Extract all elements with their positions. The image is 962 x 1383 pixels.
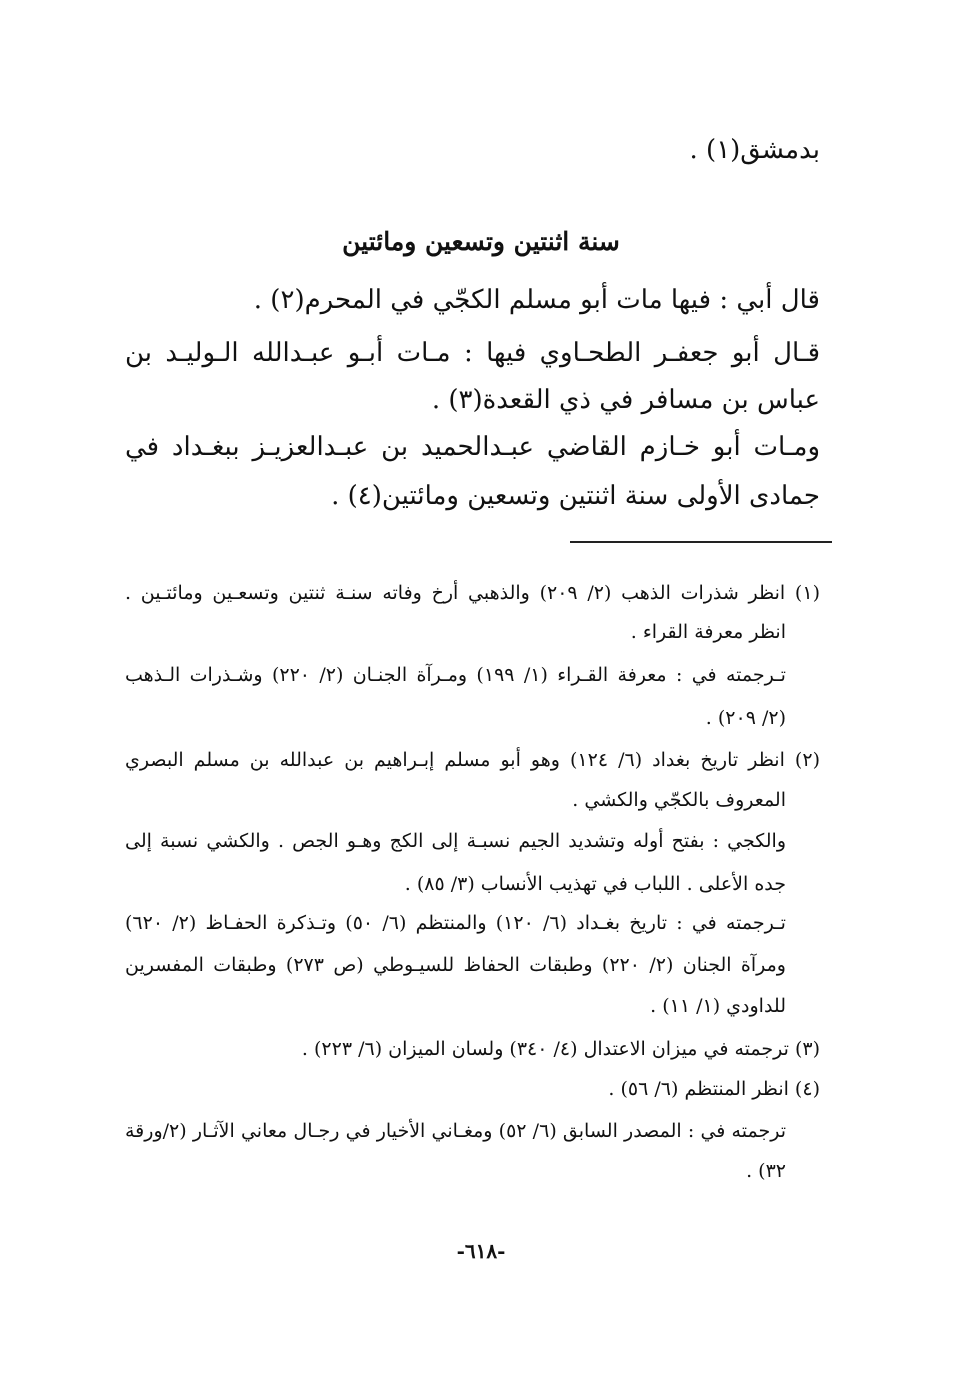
paragraph-2-line-1: قـال أبو جعفـر الطحـاوي فيها : مـات أبـو عبـدالله الـوليـد بن bbox=[125, 338, 820, 368]
footnote-4-line-2: ترجمته في : المصدر السابق (٦/ ٥٢) ومغـاني الأخيار في رجـال معاني الآثـار (٢/ورقة bbox=[125, 1120, 786, 1142]
footnote-2-line-3: والكجي : بفتح أوله وتشديد الجيم نسبـة إلى الكج وهـو الجص . والكشي نسبة إلى bbox=[125, 830, 786, 852]
footnote-2-line-4: جده الأعلى . اللباب في تهذيب الأنساب (٣/ ٨٥) . bbox=[404, 873, 786, 895]
footnote-4-line-3: ٣٢) . bbox=[746, 1160, 786, 1182]
paragraph-2-line-2: عباس بن مسافر في ذي القعدة(٣) . bbox=[431, 385, 820, 415]
footnote-1-line-1: (١) انظر شذرات الذهب (٢/ ٢٠٩) والذهبي أرخ وفاته سنـة ثنتين وتسعـين ومائتـين . bbox=[125, 582, 820, 604]
footnote-2-line-1: (٢) انظر تاريخ بغداد (٦/ ١٢٤) وهو أبو مسلم إبـراهيم بن عبدالله بن مسلم البصري bbox=[125, 749, 820, 771]
footnote-separator bbox=[570, 541, 832, 543]
footnote-2-line-6: ومرآة الجنان (٢/ ٢٢٠) وطبقات الحفاظ للسيـوطي (ص ٢٧٣) وطبقات المفسرين bbox=[125, 954, 786, 976]
section-heading: سنة اثنتين وتسعين ومائتين bbox=[342, 227, 620, 256]
footnote-4-line-1: (٤) انظر المنتظم (٦/ ٥٦) . bbox=[608, 1078, 820, 1100]
paragraph-3-line-2: جمادى الأولى سنة اثنتين وتسعين ومائتين(٤) . bbox=[331, 481, 820, 511]
footnote-2-line-5: تـرجمته في : تاريخ بغـداد (٦/ ١٢٠) والمنتظم (٦/ ٥٠) وتـذكرة الحفـاظ (٢/ ٦٢٠) bbox=[125, 912, 786, 934]
paragraph-3-line-1: ومـات أبو خـازم القاضي عبـدالحميد بن عبـدالعزيـز ببغـداد في bbox=[125, 432, 820, 462]
footnote-2-line-7: للداودي (١/ ١١) . bbox=[650, 995, 786, 1017]
page-number: -٦١٨- bbox=[456, 1239, 506, 1263]
footnote-1-line-2: انظر معرفة القراء . bbox=[630, 621, 786, 643]
paragraph-1: قال أبي : فيها مات أبو مسلم الكجّي في المحرم(٢) . bbox=[253, 285, 820, 315]
footnote-1-line-4: (٢/ ٢٠٩) . bbox=[705, 707, 786, 729]
footnote-1-line-3: تـرجمته في : معرفة القـراء (١/ ١٩٩) ومـرآة الجنـان (٢/ ٢٢٠) وشـذرات الـذهب bbox=[125, 664, 786, 686]
footnote-2-line-2: المعروف بالكجّي والكشي . bbox=[572, 789, 786, 811]
footnote-3-line-1: (٣) ترجمته في ميزان الاعتدال (٤/ ٣٤٠) ولسان الميزان (٦/ ٢٢٣) . bbox=[301, 1038, 820, 1060]
continuation-line: بدمشق(١) . bbox=[689, 135, 820, 165]
